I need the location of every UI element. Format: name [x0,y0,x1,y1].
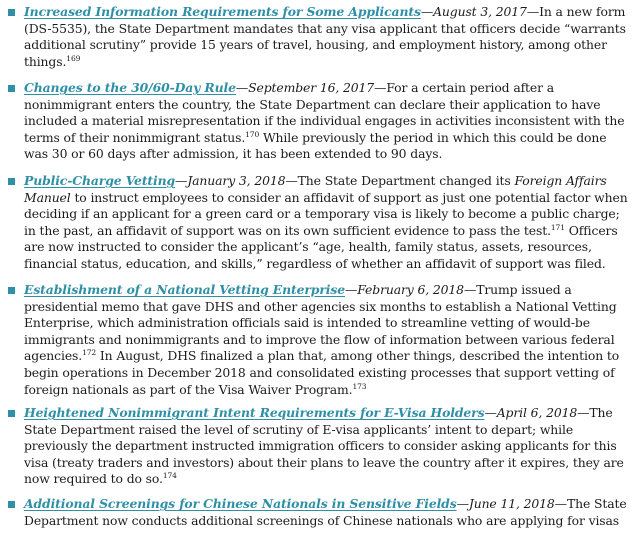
item-topic-link[interactable]: Additional Screenings for Chinese Nationals in Sensitive Fields [24,496,457,511]
item-date: —February 6, 2018— [344,282,477,297]
item-topic-link[interactable]: Changes to the 30/60-Day Rule [24,80,236,95]
footnote-ref[interactable]: 172 [82,348,97,358]
list-item-text [24,173,630,273]
square-bullet-icon [8,178,15,185]
footnote-ref[interactable]: 170 [245,129,260,139]
item-body: The State Department now conducts additional screenings of Chinese nationals who are applying for visas [24,496,627,528]
item-body: For a certain period after a nonimmigrant enters the country, the State Department can declare their application to have included a material misrepresentation if the individual engages in activities inconsistent with the terms of their nonimmigrant status. [24,80,625,145]
item-date: —June 11, 2018— [456,496,567,511]
list-item-text [24,405,630,488]
item-date: —August 3, 2017— [420,4,540,19]
footnote-ref[interactable]: 174 [162,471,177,481]
item-body-intro: The State Department changed its [297,173,515,188]
item-body: The State Department raised the level of scrutiny of E-visa applicants’ intent to depart; while previously the department instructed immigration officers to consider asking applicants for this visa (treaty traders and investors) about their plans to leave the country after it expires, they are now required to do so. [24,405,624,487]
item-body: to instruct employees to consider an affidavit of support as just one potential factor when deciding if an applicant for a green card or a temporary visa is likely to become a public charge; in the past, an affidavit of support was on its own sufficient evidence to pass the test. [24,189,628,238]
footnote-ref[interactable]: 173 [352,381,367,391]
footnote-ref[interactable]: 169 [66,53,81,63]
item-topic-link[interactable]: Increased Information Requirements for Some Applicants [24,4,421,19]
list-item-text [24,496,630,529]
footnote-ref[interactable]: 171 [550,222,565,232]
item-body: Trump issued a presidential memo that gave DHS and other agencies six months to establish a National Vetting Enterprise, which administration officials said is intended to streamline vetting of would-be immigrants and nonimmigrants and to improve the flow of information between various federal agencies. [24,282,617,364]
item-body-continued: Officers are now instructed to consider the applicant’s “age, health, family status, assets, resources, financial status, education, and skills,” regardless of whether an affidavit of support was filed. [24,222,618,271]
item-body-continued: While previously the period in which this could be done was 30 or 60 days after admission, it has been extended to 90 days. [24,129,607,162]
item-topic-link[interactable]: Establishment of a National Vetting Enterprise [24,282,345,297]
item-date: —January 3, 2018— [175,173,298,188]
item-body-continued: In August, DHS finalized a plan that, among other things, described the intention to begin operations in December 2018 and consolidated existing processes that support vetting of foreign nationals as part of the Visa Waiver Program. [24,348,620,397]
item-topic-link[interactable]: Heightened Nonimmigrant Intent Requirements for E-Visa Holders [24,405,485,420]
publication-title: Foreign Affairs Manuel [24,173,607,205]
item-body: In a new form (DS-5535), the State Department mandates that any visa applicant that officers decide “warrants additional scrutiny” provide 15 years of travel, housing, and employment history, among other things. [24,4,626,69]
square-bullet-icon [8,410,15,417]
list-item-text [24,282,630,398]
item-date: —April 6, 2018— [484,405,590,420]
item-date: —September 16, 2017— [235,80,387,95]
square-bullet-icon [8,287,15,294]
square-bullet-icon [8,85,15,92]
list-item-text [24,4,630,70]
square-bullet-icon [8,501,15,508]
square-bullet-icon [8,9,15,16]
list-item-text [24,80,630,163]
item-topic-link[interactable]: Public-Charge Vetting [24,173,176,188]
